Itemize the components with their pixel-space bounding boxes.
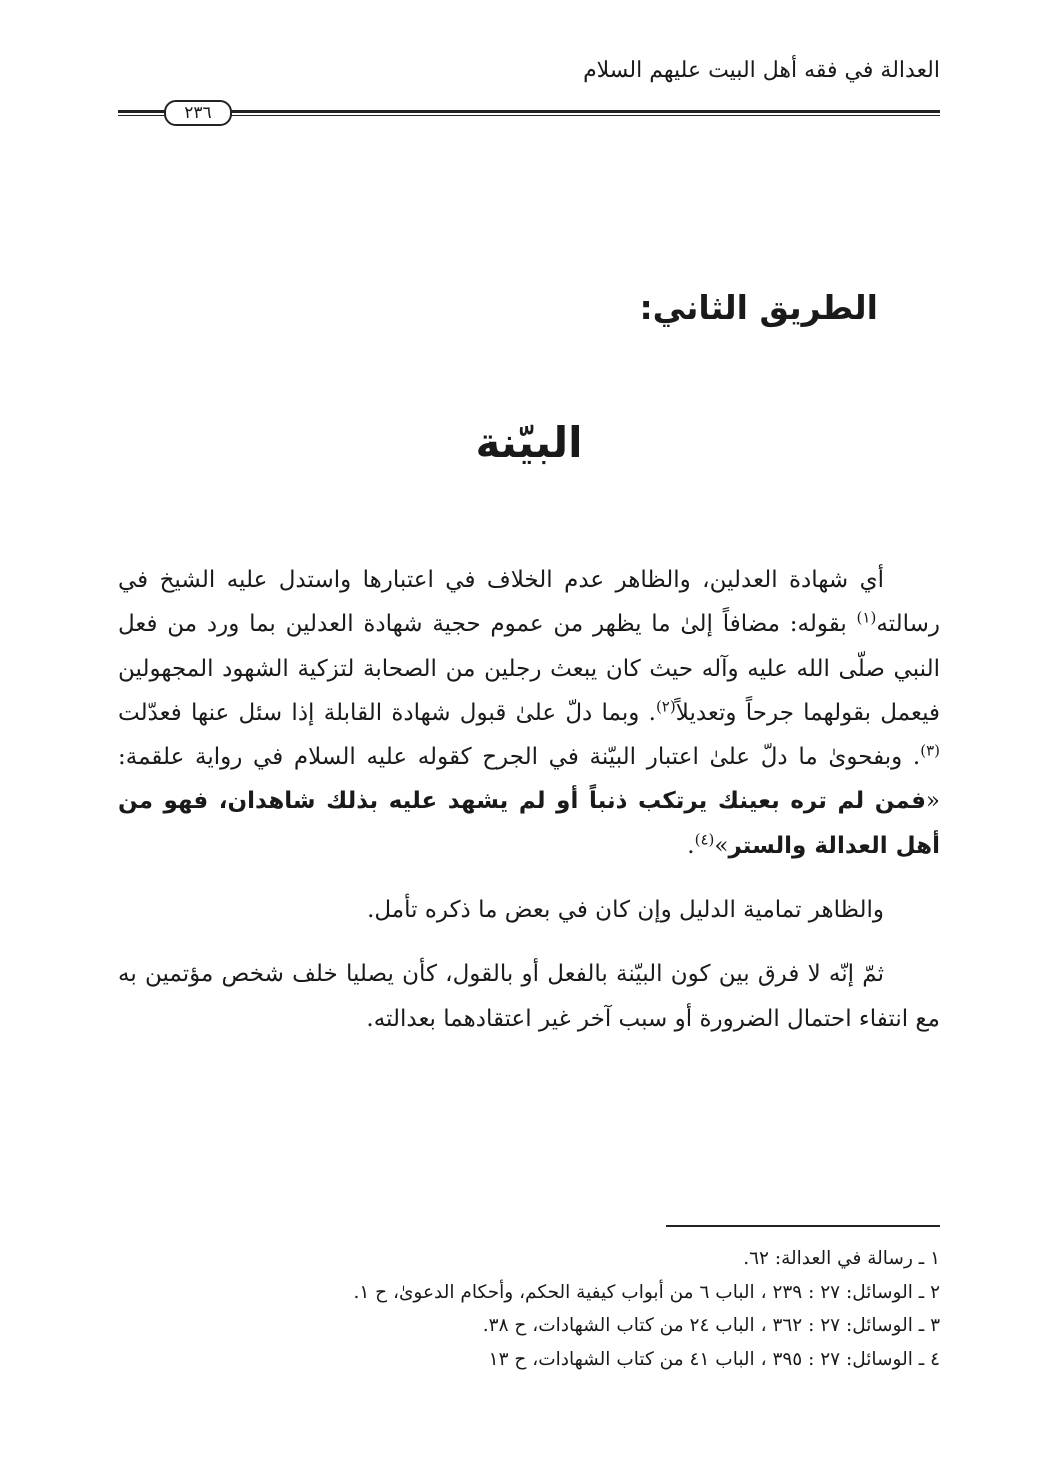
footnotes bbox=[118, 1242, 940, 1376]
paragraph-3: ثمّ إنّه لا فرق بين كون البيّنة بالفعل أو بالقول، كأن يصليا خلف شخص مؤتمين به مع انتفاء احتمال الضرورة أو سبب آخر غير اعتقادهما بعدالته. bbox=[118, 961, 940, 1032]
footnote-ref-4: (٤) bbox=[694, 830, 715, 849]
footnote-4: ٤ ـ الوسائل: ٢٧ : ٣٩٥ ، الباب ٤١ من كتاب الشهادات، ح ١٣ bbox=[488, 1348, 940, 1370]
footnote-ref-3: (٣) bbox=[920, 741, 940, 760]
section-heading: الطريق الثاني: bbox=[639, 288, 878, 327]
footnote-ref-1: (١) bbox=[856, 608, 877, 627]
quote-close: » bbox=[714, 832, 729, 859]
header-rule-thin bbox=[118, 115, 940, 116]
paragraph-2: والظاهر تمامية الدليل وإن كان في بعض ما ذكره تأمل. bbox=[367, 897, 884, 924]
main-title: البيّنة bbox=[475, 418, 583, 467]
paragraph-1-text-c: . وبما دلّ علىٰ قبول شهادة القابلة إذا سئل عنها فعدّلت bbox=[118, 699, 656, 726]
footnote-1: ١ ـ رسالة في العدالة: ٦٢. bbox=[743, 1248, 940, 1269]
body-text bbox=[118, 558, 940, 1041]
footnote-2: ٢ ـ الوسائل: ٢٧ : ٢٣٩ ، الباب ٦ من أبواب كيفية الحكم، وأحكام الدعوىٰ، ح ١. bbox=[353, 1281, 940, 1303]
quoted-narration: فمن لم تره بعينك يرتكب ذنباً أو لم يشهد عليه بذلك شاهدان، فهو من أهل العدالة والستر bbox=[118, 788, 940, 859]
paragraph-1-text-d: . وبفحوىٰ ما دلّ علىٰ اعتبار البيّنة في الجرح كقوله عليه السلام في رواية علقمة: « bbox=[118, 744, 940, 815]
running-header-title: العدالة في فقه أهل البيت عليهم السلام bbox=[583, 58, 940, 83]
paragraph-1-text-b: بقوله: مضافاً إلىٰ ما يظهر من عموم حجية شهادة العدلين بما ورد من فعل النبي صلّى الله عليه وآله حيث كان يبعث رجلين من الصحابة لتزكية الشهود المجهولين فيعمل بقولهما جرحاً وتعديلاً bbox=[118, 611, 941, 726]
paragraph-1-end: . bbox=[687, 832, 695, 859]
footnote-separator bbox=[666, 1225, 940, 1227]
footnote-3: ٣ ـ الوسائل: ٢٧ : ٣٦٢ ، الباب ٢٤ من كتاب الشهادات، ح ٣٨. bbox=[482, 1315, 940, 1336]
paragraph-1 bbox=[118, 558, 940, 868]
header-rule bbox=[118, 100, 940, 122]
footnote-ref-2: (٢) bbox=[655, 697, 676, 716]
header-rule-thick bbox=[118, 110, 940, 113]
page-number: ٢٣٦ bbox=[164, 100, 232, 126]
paragraph-1-text-a: أي شهادة العدلين، والظاهر عدم الخلاف في اعتبارها واستدل عليه الشيخ في رسالته bbox=[118, 567, 940, 638]
